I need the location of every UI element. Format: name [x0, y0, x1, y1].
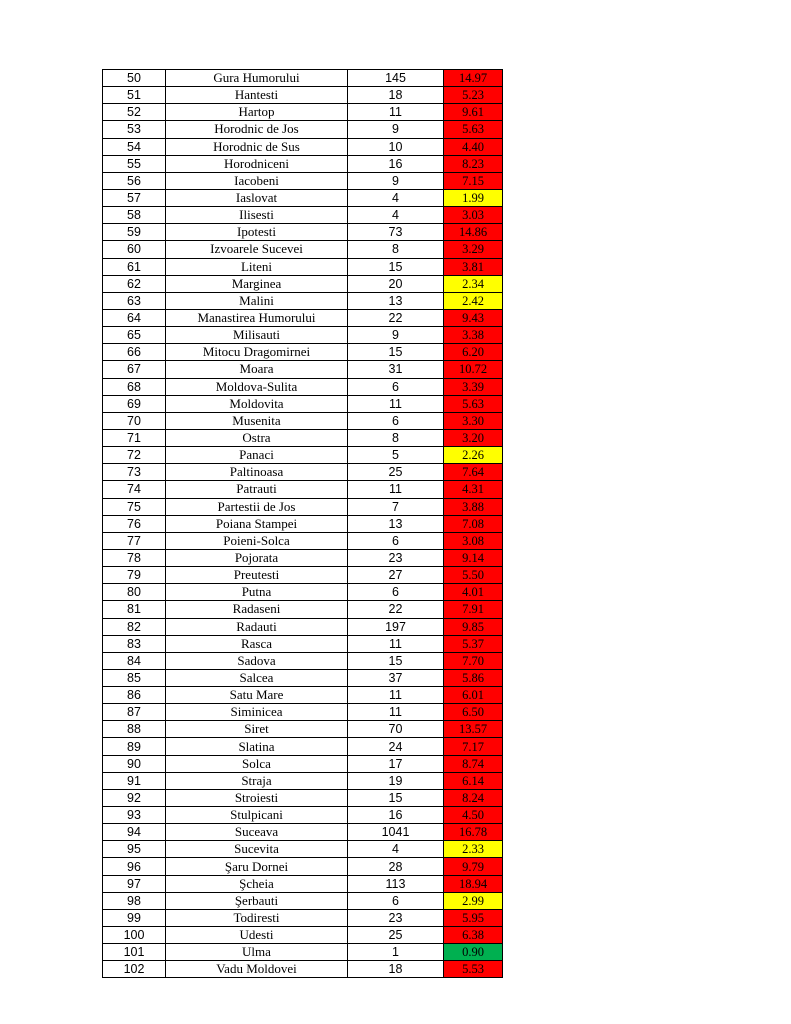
commune-name-cell: Manastirea Humorului	[166, 309, 348, 326]
commune-name-cell: Horodnic de Jos	[166, 121, 348, 138]
incidence-rate-cell: 6.50	[444, 704, 503, 721]
row-number-cell: 91	[103, 772, 166, 789]
incidence-rate-cell: 4.31	[444, 481, 503, 498]
row-number-cell: 78	[103, 549, 166, 566]
table-row	[103, 567, 503, 584]
commune-name-cell: Liteni	[166, 258, 348, 275]
row-number-cell: 64	[103, 309, 166, 326]
row-number-cell: 62	[103, 275, 166, 292]
cases-count-cell: 113	[348, 875, 444, 892]
row-number-cell: 90	[103, 755, 166, 772]
row-number-cell: 76	[103, 515, 166, 532]
incidence-rate-cell: 3.88	[444, 498, 503, 515]
commune-name-cell: Ostra	[166, 429, 348, 446]
row-number-cell: 77	[103, 532, 166, 549]
cases-count-cell: 6	[348, 378, 444, 395]
incidence-rate-cell: 3.39	[444, 378, 503, 395]
table-row	[103, 395, 503, 412]
cases-count-cell: 6	[348, 584, 444, 601]
commune-name-cell: Şerbauti	[166, 892, 348, 909]
incidence-rate-cell: 5.95	[444, 909, 503, 926]
cases-count-cell: 10	[348, 138, 444, 155]
table-row	[103, 601, 503, 618]
commune-name-cell: Malini	[166, 292, 348, 309]
incidence-rate-cell: 14.97	[444, 70, 503, 87]
table-row	[103, 841, 503, 858]
row-number-cell: 96	[103, 858, 166, 875]
cases-count-cell: 15	[348, 789, 444, 806]
cases-count-cell: 6	[348, 892, 444, 909]
incidence-rate-cell: 3.30	[444, 412, 503, 429]
incidence-rate-cell: 0.90	[444, 944, 503, 961]
cases-count-cell: 6	[348, 412, 444, 429]
row-number-cell: 60	[103, 241, 166, 258]
table-row	[103, 824, 503, 841]
commune-name-cell: Poiana Stampei	[166, 515, 348, 532]
cases-count-cell: 23	[348, 549, 444, 566]
table-row	[103, 807, 503, 824]
table-row	[103, 481, 503, 498]
table-row	[103, 721, 503, 738]
commune-name-cell: Straja	[166, 772, 348, 789]
table-row	[103, 549, 503, 566]
cases-count-cell: 18	[348, 961, 444, 978]
table-row	[103, 635, 503, 652]
table-row	[103, 704, 503, 721]
row-number-cell: 74	[103, 481, 166, 498]
incidence-rate-cell: 7.91	[444, 601, 503, 618]
commune-name-cell: Suceava	[166, 824, 348, 841]
commune-name-cell: Hartop	[166, 104, 348, 121]
row-number-cell: 102	[103, 961, 166, 978]
commune-name-cell: Iacobeni	[166, 172, 348, 189]
row-number-cell: 85	[103, 669, 166, 686]
row-number-cell: 75	[103, 498, 166, 515]
cases-count-cell: 73	[348, 224, 444, 241]
commune-name-cell: Şaru Dornei	[166, 858, 348, 875]
commune-name-cell: Milisauti	[166, 327, 348, 344]
table-row	[103, 755, 503, 772]
table-row	[103, 138, 503, 155]
row-number-cell: 93	[103, 807, 166, 824]
cases-count-cell: 11	[348, 481, 444, 498]
commune-name-cell: Şcheia	[166, 875, 348, 892]
table-row	[103, 70, 503, 87]
row-number-cell: 101	[103, 944, 166, 961]
cases-count-cell: 28	[348, 858, 444, 875]
row-number-cell: 97	[103, 875, 166, 892]
table-row	[103, 464, 503, 481]
commune-name-cell: Moara	[166, 361, 348, 378]
table-row	[103, 327, 503, 344]
cases-count-cell: 25	[348, 927, 444, 944]
incidence-rate-cell: 3.20	[444, 429, 503, 446]
incidence-rate-cell: 5.53	[444, 961, 503, 978]
incidence-rate-cell: 3.38	[444, 327, 503, 344]
row-number-cell: 87	[103, 704, 166, 721]
commune-name-cell: Ipotesti	[166, 224, 348, 241]
table-row	[103, 738, 503, 755]
row-number-cell: 80	[103, 584, 166, 601]
incidence-rate-cell: 4.50	[444, 807, 503, 824]
table-row	[103, 224, 503, 241]
cases-count-cell: 27	[348, 567, 444, 584]
cases-count-cell: 11	[348, 104, 444, 121]
cases-count-cell: 22	[348, 309, 444, 326]
cases-count-cell: 18	[348, 87, 444, 104]
table-row	[103, 669, 503, 686]
incidence-rate-cell: 9.85	[444, 618, 503, 635]
incidence-rate-cell: 5.86	[444, 669, 503, 686]
table-row	[103, 772, 503, 789]
incidence-rate-cell: 7.17	[444, 738, 503, 755]
row-number-cell: 79	[103, 567, 166, 584]
commune-name-cell: Panaci	[166, 447, 348, 464]
row-number-cell: 69	[103, 395, 166, 412]
incidence-rate-cell: 2.26	[444, 447, 503, 464]
cases-count-cell: 15	[348, 652, 444, 669]
row-number-cell: 63	[103, 292, 166, 309]
row-number-cell: 100	[103, 927, 166, 944]
row-number-cell: 51	[103, 87, 166, 104]
commune-name-cell: Radauti	[166, 618, 348, 635]
incidence-rate-cell: 5.50	[444, 567, 503, 584]
row-number-cell: 95	[103, 841, 166, 858]
row-number-cell: 73	[103, 464, 166, 481]
incidence-rate-cell: 6.14	[444, 772, 503, 789]
table-row	[103, 275, 503, 292]
commune-name-cell: Marginea	[166, 275, 348, 292]
commune-name-cell: Siminicea	[166, 704, 348, 721]
table-row	[103, 652, 503, 669]
commune-name-cell: Stroiesti	[166, 789, 348, 806]
table-row	[103, 909, 503, 926]
table-row	[103, 892, 503, 909]
row-number-cell: 89	[103, 738, 166, 755]
incidence-rate-cell: 7.70	[444, 652, 503, 669]
incidence-rate-cell: 10.72	[444, 361, 503, 378]
data-table	[102, 69, 503, 978]
incidence-rate-cell: 2.33	[444, 841, 503, 858]
table-row	[103, 412, 503, 429]
incidence-rate-cell: 8.24	[444, 789, 503, 806]
table-row	[103, 292, 503, 309]
table-row	[103, 189, 503, 206]
row-number-cell: 84	[103, 652, 166, 669]
cases-count-cell: 19	[348, 772, 444, 789]
cases-count-cell: 23	[348, 909, 444, 926]
commune-name-cell: Siret	[166, 721, 348, 738]
incidence-rate-cell: 9.61	[444, 104, 503, 121]
row-number-cell: 55	[103, 155, 166, 172]
row-number-cell: 72	[103, 447, 166, 464]
commune-name-cell: Sadova	[166, 652, 348, 669]
cases-count-cell: 9	[348, 121, 444, 138]
row-number-cell: 67	[103, 361, 166, 378]
cases-count-cell: 17	[348, 755, 444, 772]
row-number-cell: 66	[103, 344, 166, 361]
table-row	[103, 87, 503, 104]
cases-count-cell: 22	[348, 601, 444, 618]
incidence-rate-cell: 5.37	[444, 635, 503, 652]
table-row	[103, 344, 503, 361]
cases-count-cell: 4	[348, 189, 444, 206]
table-row	[103, 789, 503, 806]
incidence-rate-cell: 18.94	[444, 875, 503, 892]
commune-name-cell: Sucevita	[166, 841, 348, 858]
commune-name-cell: Izvoarele Sucevei	[166, 241, 348, 258]
commune-name-cell: Hantesti	[166, 87, 348, 104]
incidence-rate-cell: 5.63	[444, 121, 503, 138]
commune-name-cell: Vadu Moldovei	[166, 961, 348, 978]
commune-name-cell: Horodniceni	[166, 155, 348, 172]
incidence-rate-cell: 7.15	[444, 172, 503, 189]
cases-count-cell: 1	[348, 944, 444, 961]
row-number-cell: 98	[103, 892, 166, 909]
incidence-rate-cell: 6.20	[444, 344, 503, 361]
commune-name-cell: Musenita	[166, 412, 348, 429]
commune-name-cell: Ulma	[166, 944, 348, 961]
incidence-rate-cell: 3.08	[444, 532, 503, 549]
row-number-cell: 58	[103, 207, 166, 224]
row-number-cell: 57	[103, 189, 166, 206]
cases-count-cell: 37	[348, 669, 444, 686]
incidence-rate-cell: 9.79	[444, 858, 503, 875]
cases-count-cell: 8	[348, 241, 444, 258]
row-number-cell: 86	[103, 687, 166, 704]
incidence-rate-cell: 5.23	[444, 87, 503, 104]
incidence-rate-cell: 9.14	[444, 549, 503, 566]
row-number-cell: 59	[103, 224, 166, 241]
cases-count-cell: 11	[348, 395, 444, 412]
incidence-rate-cell: 16.78	[444, 824, 503, 841]
table-row	[103, 121, 503, 138]
cases-count-cell: 4	[348, 841, 444, 858]
row-number-cell: 68	[103, 378, 166, 395]
row-number-cell: 54	[103, 138, 166, 155]
incidence-rate-cell: 3.03	[444, 207, 503, 224]
cases-count-cell: 11	[348, 687, 444, 704]
commune-name-cell: Moldovita	[166, 395, 348, 412]
incidence-rate-cell: 4.01	[444, 584, 503, 601]
commune-name-cell: Pojorata	[166, 549, 348, 566]
table-row	[103, 172, 503, 189]
commune-name-cell: Satu Mare	[166, 687, 348, 704]
commune-name-cell: Preutesti	[166, 567, 348, 584]
commune-name-cell: Patrauti	[166, 481, 348, 498]
table-row	[103, 858, 503, 875]
commune-name-cell: Solca	[166, 755, 348, 772]
incidence-rate-cell: 8.74	[444, 755, 503, 772]
row-number-cell: 52	[103, 104, 166, 121]
commune-name-cell: Salcea	[166, 669, 348, 686]
commune-name-cell: Gura Humorului	[166, 70, 348, 87]
cases-count-cell: 4	[348, 207, 444, 224]
row-number-cell: 70	[103, 412, 166, 429]
incidence-rate-cell: 2.34	[444, 275, 503, 292]
table-body	[103, 70, 503, 978]
cases-count-cell: 6	[348, 532, 444, 549]
row-number-cell: 94	[103, 824, 166, 841]
cases-count-cell: 16	[348, 807, 444, 824]
table-row	[103, 207, 503, 224]
incidence-rate-cell: 9.43	[444, 309, 503, 326]
commune-name-cell: Slatina	[166, 738, 348, 755]
row-number-cell: 56	[103, 172, 166, 189]
incidence-rate-cell: 7.08	[444, 515, 503, 532]
incidence-rate-cell: 7.64	[444, 464, 503, 481]
row-number-cell: 88	[103, 721, 166, 738]
incidence-rate-cell: 6.38	[444, 927, 503, 944]
commune-name-cell: Todiresti	[166, 909, 348, 926]
table-row	[103, 361, 503, 378]
cases-count-cell: 13	[348, 515, 444, 532]
table-row	[103, 618, 503, 635]
cases-count-cell: 145	[348, 70, 444, 87]
cases-count-cell: 13	[348, 292, 444, 309]
cases-count-cell: 11	[348, 635, 444, 652]
row-number-cell: 50	[103, 70, 166, 87]
row-number-cell: 61	[103, 258, 166, 275]
row-number-cell: 65	[103, 327, 166, 344]
commune-name-cell: Paltinoasa	[166, 464, 348, 481]
row-number-cell: 81	[103, 601, 166, 618]
cases-count-cell: 24	[348, 738, 444, 755]
row-number-cell: 92	[103, 789, 166, 806]
commune-name-cell: Udesti	[166, 927, 348, 944]
table-row	[103, 687, 503, 704]
commune-name-cell: Stulpicani	[166, 807, 348, 824]
incidence-rate-cell: 2.99	[444, 892, 503, 909]
commune-name-cell: Radaseni	[166, 601, 348, 618]
cases-count-cell: 20	[348, 275, 444, 292]
table-row	[103, 447, 503, 464]
row-number-cell: 53	[103, 121, 166, 138]
incidence-rate-cell: 1.99	[444, 189, 503, 206]
row-number-cell: 99	[103, 909, 166, 926]
incidence-rate-cell: 13.57	[444, 721, 503, 738]
cases-count-cell: 8	[348, 429, 444, 446]
cases-count-cell: 25	[348, 464, 444, 481]
table-row	[103, 241, 503, 258]
row-number-cell: 71	[103, 429, 166, 446]
cases-count-cell: 15	[348, 344, 444, 361]
table-row	[103, 498, 503, 515]
incidence-rate-cell: 8.23	[444, 155, 503, 172]
commune-name-cell: Rasca	[166, 635, 348, 652]
incidence-rate-cell: 3.29	[444, 241, 503, 258]
cases-count-cell: 1041	[348, 824, 444, 841]
table-row	[103, 429, 503, 446]
table-row	[103, 378, 503, 395]
incidence-rate-cell: 14.86	[444, 224, 503, 241]
incidence-rate-cell: 3.81	[444, 258, 503, 275]
table-row	[103, 309, 503, 326]
commune-name-cell: Putna	[166, 584, 348, 601]
table-row	[103, 155, 503, 172]
commune-name-cell: Moldova-Sulita	[166, 378, 348, 395]
table-row	[103, 515, 503, 532]
incidence-rate-cell: 6.01	[444, 687, 503, 704]
cases-count-cell: 70	[348, 721, 444, 738]
cases-count-cell: 31	[348, 361, 444, 378]
commune-name-cell: Ilisesti	[166, 207, 348, 224]
incidence-rate-cell: 4.40	[444, 138, 503, 155]
table-row	[103, 532, 503, 549]
commune-name-cell: Horodnic de Sus	[166, 138, 348, 155]
commune-name-cell: Poieni-Solca	[166, 532, 348, 549]
cases-count-cell: 15	[348, 258, 444, 275]
table-row	[103, 927, 503, 944]
table-row	[103, 961, 503, 978]
table-row	[103, 875, 503, 892]
incidence-rate-cell: 2.42	[444, 292, 503, 309]
cases-count-cell: 16	[348, 155, 444, 172]
table-row	[103, 584, 503, 601]
commune-name-cell: Iaslovat	[166, 189, 348, 206]
commune-name-cell: Mitocu Dragomirnei	[166, 344, 348, 361]
cases-count-cell: 197	[348, 618, 444, 635]
row-number-cell: 82	[103, 618, 166, 635]
table-row	[103, 104, 503, 121]
cases-count-cell: 7	[348, 498, 444, 515]
incidence-rate-cell: 5.63	[444, 395, 503, 412]
cases-count-cell: 5	[348, 447, 444, 464]
cases-count-cell: 11	[348, 704, 444, 721]
commune-name-cell: Partestii de Jos	[166, 498, 348, 515]
table-row	[103, 944, 503, 961]
row-number-cell: 83	[103, 635, 166, 652]
cases-count-cell: 9	[348, 327, 444, 344]
cases-count-cell: 9	[348, 172, 444, 189]
table-row	[103, 258, 503, 275]
